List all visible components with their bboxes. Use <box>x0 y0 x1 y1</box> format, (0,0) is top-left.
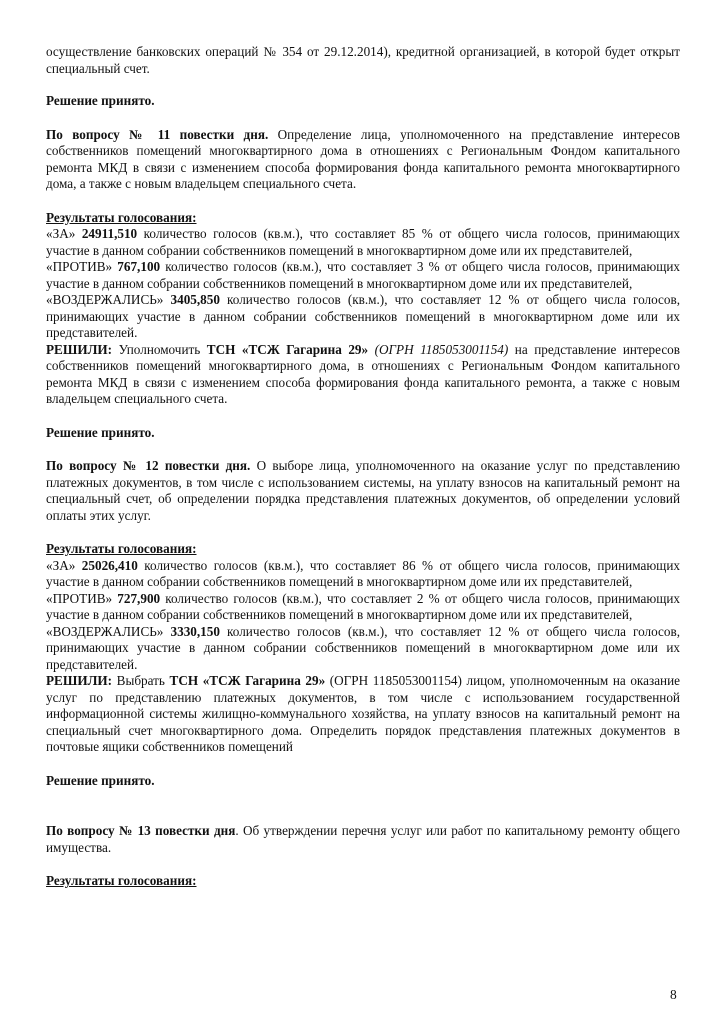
resolution: РЕШИЛИ: Уполномочить ТСН «ТСЖ Гагарина 29» (ОГРН 1185053001154) на представление интересов собственников помещений многоквартирного дома, в отношениях с Региональным Фондом капитального ремонта МКД в связи с изменением способа формирования фонда капитального ремонта, а также с новым владельцем специального счета. <box>46 341 680 406</box>
decision-statement: Решение принято. <box>46 424 155 440</box>
question-11-heading: По вопросу № 11 повестки дня. <box>46 126 269 142</box>
resolution: РЕШИЛИ: Выбрать ТСН «ТСЖ Гагарина 29» (ОГРН 1185053001154) лицом, уполномоченным на оказание услуг по представлению платежных документов, в том числе с использованием государственной информационной системы жилищно-коммунального хозяйства, на уплату взносов на капитальный ремонт на специальный счет многоквартирного дома. Определить порядок представления платежных документов в почтовые ящики собственников помещений <box>46 673 681 754</box>
vote-abstain: «ВОЗДЕРЖАЛИСЬ» 3330,150 количество голосов (кв.м.), что составляет 12 % от общего числа голосов, принимающих участие в данном собрании собственников помещений в многоквартирном доме или их представителей. <box>46 623 680 672</box>
question-13-heading: По вопросу № 13 повестки дня <box>46 823 236 838</box>
results-title: Результаты голосования: <box>46 541 197 556</box>
question-11-paragraph: По вопросу № 11 повестки дня. Определение лица, уполномоченного на представление интересов собственников помещений многоквартирного дома в отношениях с Региональным Фондом капитального ремонта МКД в связи с изменением способа формирования фонда капитального ремонта многоквартирного дома, а также с новым владельцем специального счета. <box>46 126 680 191</box>
vote-against: «ПРОТИВ» 767,100 количество голосов (кв.м.), что составляет 3 % от общего числа голосов, принимающих участие в данном собрании собственников помещений в многоквартирном доме или их представителей, <box>46 259 680 291</box>
question-12-heading: По вопросу № 12 повестки дня. <box>46 458 251 473</box>
vote-abstain: «ВОЗДЕРЖАЛИСЬ» 3405,850 количество голосов (кв.м.), что составляет 12 % от общего числа голосов, принимающих участие в данном собрании собственников помещений в многоквартирном доме или их представителей. <box>46 292 680 340</box>
decision-statement: Решение принято. <box>46 93 155 108</box>
intro-paragraph: осуществление банковских операций № 354 от 29.12.2014), кредитной организацией, в которой будет открыт специальный счет. <box>46 44 680 76</box>
vote-for: «ЗА» 25026,410 количество голосов (кв.м.), что составляет 86 % от общего числа голосов, принимающих участие в данном собрании собственников помещений в многоквартирном доме или их представителей, <box>46 557 680 589</box>
document-body <box>46 44 680 890</box>
results-title: Результаты голосования: <box>46 209 197 225</box>
decision-statement: Решение принято. <box>46 772 155 788</box>
results-title: Результаты голосования: <box>46 873 197 888</box>
vote-for: «ЗА» 24911,510 количество голосов (кв.м.), что составляет 85 % от общего числа голосов, принимающих участие в данном собрании собственников помещений в многоквартирном доме или их представителей, <box>46 226 680 258</box>
vote-against: «ПРОТИВ» 727,900 количество голосов (кв.м.), что составляет 2 % от общего числа голосов, принимающих участие в данном собрании собственников помещений в многоквартирном доме или их представителей, <box>46 590 680 622</box>
question-12-paragraph: По вопросу № 12 повестки дня. О выборе лица, уполномоченного на оказание услуг по представлению платежных документов, в том числе с использованием системы, на уплату взносов на капитальный ремонт на специальный счет, об определении порядка представления платежных документов, об определении условий оплаты этих услуг. <box>46 458 680 523</box>
page-number: 8 <box>670 987 677 1002</box>
question-13-paragraph: По вопросу № 13 повестки дня. Об утверждении перечня услуг или работ по капитальному ремонту общего имущества. <box>46 823 680 855</box>
